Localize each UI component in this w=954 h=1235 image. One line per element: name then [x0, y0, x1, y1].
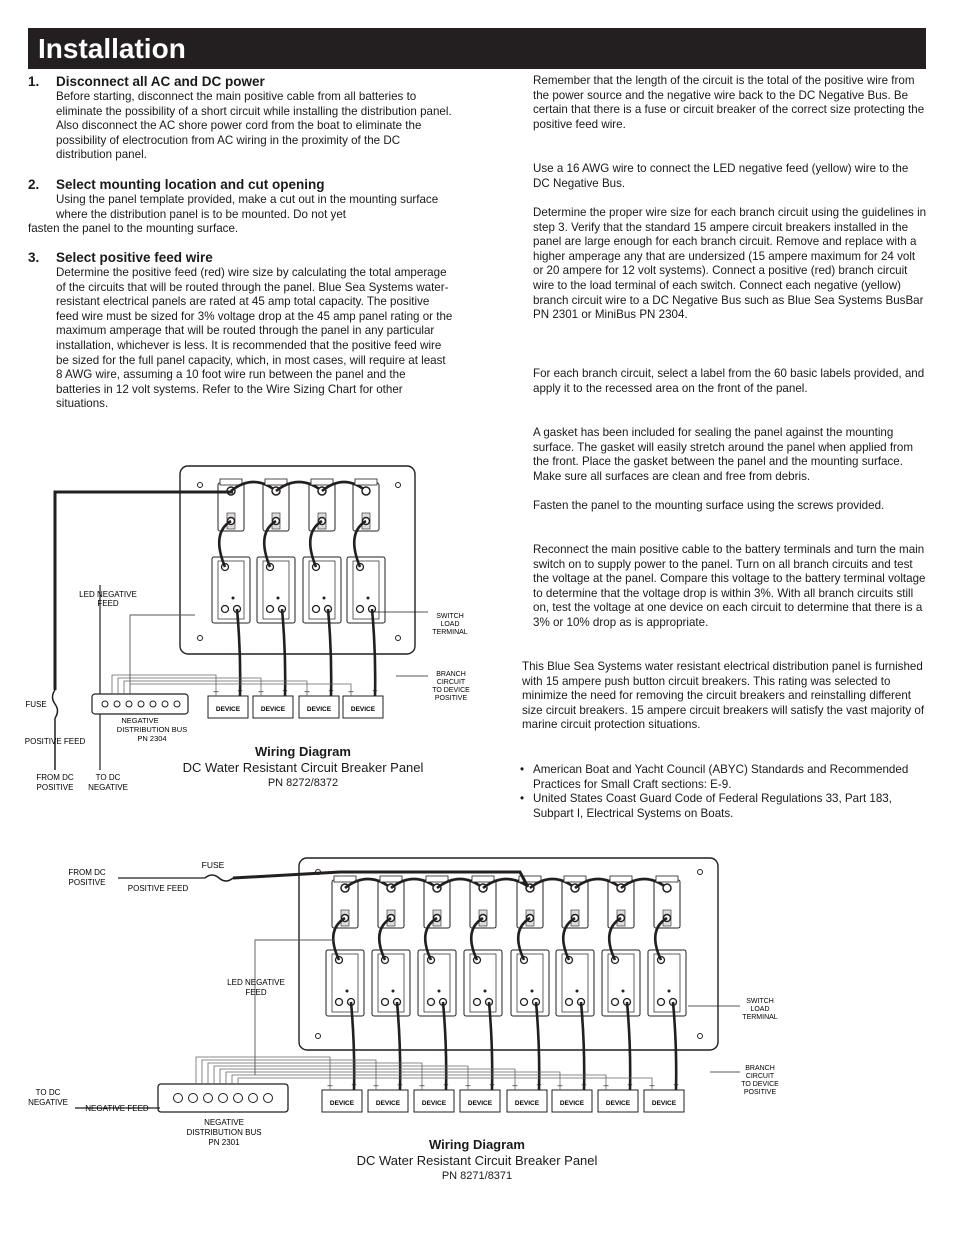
step-1-body: Before starting, disconnect the main positive cable from all batteries to eliminate the possibility of a short circuit while installing the distribution panel. Also disconnect the AC shore power cord from the boat to eliminate the possibility of electrocution from AC wiring in the proximity of the DC distribution panel. — [56, 90, 452, 162]
label-branch-circuit-3: TO DEVICE — [432, 687, 470, 694]
plus-sign: + — [489, 1080, 495, 1090]
list-item-text: United States Coast Guard Code of Federal Regulations 33, Part 183, Subpart I, Electrical Systems on Boats. — [533, 792, 892, 820]
switch-screw — [428, 999, 435, 1006]
step-number: 1. — [28, 74, 40, 89]
step-3-body: Determine the positive feed (red) wire size by calculating the total amperage of the circuits that will be routed through the panel. Blue Sea Systems water-resistant electrical panels are rated at 45 amp total capacity. The positive feed wire must be sized for 3% voltage drop at the 45 amp panel rating or the maximum amperage that will be routed through the panel in any particular installation, whichever is less. It is recommended that the positive feed wire be sized for the full panel capacity, which, in most cases, will require at least 8 AWG wire, assuming a 10 foot wire run between the panel and the batteries in 12 volt systems. Refer to the Wire Sizing Chart for other situations. — [56, 266, 453, 411]
label-led-negative: LED NEGATIVE — [79, 590, 137, 599]
label-led-negative-2: FEED — [245, 988, 267, 997]
device-label: DEVICE — [651, 1100, 677, 1107]
label-fuse: FUSE — [201, 860, 225, 870]
caption-part-number: PN 8271/8371 — [441, 1170, 513, 1182]
switch-screw — [521, 999, 528, 1006]
paragraph-test-voltage: Reconnect the main positive cable to the battery terminals and turn the main switch on to supply power to the panel. Turn on all branch circuits and test the voltage at the panel. Compare this voltage to the battery terminal voltage to determine that the voltage drop is within 3%. With all branch circuits still on, test the voltage at one device on each circuit to determine that there is a 3% or 10% drop as is appropriate. — [533, 543, 926, 629]
label-from-dc-2: POSITIVE — [68, 878, 106, 887]
branch-positive-wire — [536, 1002, 542, 1090]
plus-sign: + — [372, 686, 378, 696]
label-from-dc: FROM DC — [68, 868, 106, 877]
breaker-cap — [426, 876, 448, 882]
breaker-cap — [564, 876, 586, 882]
label-branch-circuit-3: TO DEVICE — [741, 1081, 779, 1088]
label-switch-load-2: LOAD — [440, 621, 460, 628]
paragraph-breaker-rating: This Blue Sea Systems water resistant electrical distribution panel is furnished with 15 ampere push button circuit breakers. This rating was selected to minimize the need for removing the circuit breakers and reinstalling different size circuit breakers. 15 ampere circuit breakers will satisfy the vast majority of marine circuit protection situations. — [522, 660, 925, 732]
paragraph-circuit-length: Remember that the length of the circuit is the total of the positive wire from the power source and the negative wire back to the DC Negative Bus. Be certain that there is a fuse or circuit breaker of the correct size protecting the positive feed wire. — [533, 74, 925, 131]
device-label: DEVICE — [375, 1100, 401, 1107]
bus-terminal — [249, 1094, 258, 1103]
switch-dot — [346, 990, 349, 993]
label-switch-load: SWITCH — [746, 998, 774, 1005]
bullet: • — [520, 792, 525, 806]
breaker-cap — [610, 876, 632, 882]
step-number: 2. — [28, 177, 40, 192]
panel-breakers — [316, 870, 703, 1039]
label-to-dc: TO DC — [35, 1088, 61, 1097]
minus-sign: – — [512, 1080, 518, 1090]
mounting-hole — [698, 870, 703, 875]
device-label: DEVICE — [350, 706, 376, 713]
plus-sign: + — [328, 686, 334, 696]
step-title: Disconnect all AC and DC power — [56, 74, 265, 89]
device-label: DEVICE — [215, 706, 241, 713]
device-label: DEVICE — [421, 1100, 447, 1107]
minus-sign: – — [327, 1080, 333, 1090]
label-branch-circuit-2: CIRCUIT — [436, 679, 466, 686]
label-fuse: FUSE — [25, 700, 47, 709]
label-branch-circuit-4: POSITIVE — [434, 695, 468, 702]
page-title: Installation — [38, 33, 186, 64]
label-negative-bus-3: PN 2304 — [137, 734, 167, 743]
label-from-dc: FROM DC — [36, 773, 74, 782]
paragraph-labels: For each branch circuit, select a label from the 60 basic labels provided, and apply it to the recessed area on the front of the panel. — [533, 367, 925, 395]
branch-positive-wire — [443, 1002, 449, 1090]
switch-dot — [668, 990, 671, 993]
bus-terminal — [219, 1094, 228, 1103]
branch-positive-wire — [397, 1002, 403, 1090]
bus-terminal — [264, 1094, 273, 1103]
caption-subtitle: DC Water Resistant Circuit Breaker Panel — [356, 1153, 598, 1168]
device-label: DEVICE — [514, 1100, 540, 1107]
label-branch-circuit-4: POSITIVE — [743, 1089, 777, 1096]
label-negative-bus-2: DISTRIBUTION BUS — [116, 725, 188, 734]
branch-positive-wire — [673, 1002, 679, 1090]
step-2-body-first: Using the panel template provided, make a cut out in the mounting surface where the distribution panel is to be mounted. Do not yet — [56, 193, 439, 221]
label-branch-circuit-2: CIRCUIT — [745, 1073, 775, 1080]
device-label: DEVICE — [329, 1100, 355, 1107]
plus-sign: + — [673, 1080, 679, 1090]
list-item-text: American Boat and Yacht Council (ABYC) Standards and Recommended Practices for Small Craft sections: E-9. — [533, 763, 909, 791]
minus-sign: – — [348, 686, 354, 696]
bus-terminal — [234, 1094, 243, 1103]
label-switch-load-2: LOAD — [750, 1006, 770, 1013]
bus-terminal — [204, 1094, 213, 1103]
label-negative-feed: NEGATIVE FEED — [85, 1104, 149, 1113]
step-title: Select mounting location and cut opening — [56, 177, 325, 192]
led-negative-wire — [255, 940, 335, 1075]
switch-dot — [531, 990, 534, 993]
diagram-2-caption — [330, 1137, 624, 1183]
minus-sign: – — [304, 686, 310, 696]
branch-positive-wire — [489, 1002, 495, 1090]
plus-sign: + — [443, 1080, 449, 1090]
caption-subtitle: DC Water Resistant Circuit Breaker Panel — [182, 760, 424, 775]
mounting-hole — [316, 1034, 321, 1039]
plus-sign: + — [282, 686, 288, 696]
step-number: 3. — [28, 250, 40, 265]
paragraph-gasket: A gasket has been included for sealing the panel against the mounting surface. The gasket will easily stretch around the panel when applied from the front. Place the gasket between the panel and the mounting surface. Make sure all surfaces are clean and free from debris. — [533, 426, 914, 483]
label-negative-bus-3: PN 2301 — [208, 1138, 240, 1147]
bus-terminal — [174, 1094, 183, 1103]
plus-sign: + — [351, 1080, 357, 1090]
label-switch-load: SWITCH — [436, 613, 464, 620]
paragraph-led-negative: Use a 16 AWG wire to connect the LED negative feed (yellow) wire to the DC Negative Bus. — [533, 162, 909, 190]
switch-dot — [392, 990, 395, 993]
plus-sign: + — [237, 686, 243, 696]
switch-dot — [622, 990, 625, 993]
breaker-cap — [656, 876, 678, 882]
switch-screw — [382, 999, 389, 1006]
minus-sign: – — [419, 1080, 425, 1090]
breaker-cap — [472, 876, 494, 882]
label-switch-load-3: TERMINAL — [742, 1014, 778, 1021]
label-branch-circuit: BRANCH — [745, 1065, 775, 1072]
device-label: DEVICE — [260, 706, 286, 713]
minus-sign: – — [603, 1080, 609, 1090]
label-led-negative: LED NEGATIVE — [227, 978, 285, 987]
branch-positive-wire — [581, 1002, 587, 1090]
label-branch-circuit: BRANCH — [436, 671, 466, 678]
label-to-dc-2: NEGATIVE — [88, 783, 128, 792]
device-label: DEVICE — [559, 1100, 585, 1107]
switch-dot — [576, 990, 579, 993]
minus-sign: – — [373, 1080, 379, 1090]
branch-positive-wire — [351, 1002, 357, 1090]
label-positive-feed: POSITIVE FEED — [24, 737, 86, 746]
label-from-dc-2: POSITIVE — [36, 783, 74, 792]
minus-sign: – — [649, 1080, 655, 1090]
label-negative-bus-2: DISTRIBUTION BUS — [186, 1128, 262, 1137]
fuse-symbol — [205, 875, 233, 881]
bus-terminal — [189, 1094, 198, 1103]
label-to-dc: TO DC — [95, 773, 121, 782]
mounting-hole — [698, 1034, 703, 1039]
switch-dot — [438, 990, 441, 993]
minus-sign: – — [258, 686, 264, 696]
minus-sign: – — [465, 1080, 471, 1090]
device-label: DEVICE — [605, 1100, 631, 1107]
minus-sign: – — [213, 686, 219, 696]
switch-screw — [474, 999, 481, 1006]
caption-title: Wiring Diagram — [429, 1137, 525, 1152]
label-negative-bus: NEGATIVE — [204, 1118, 244, 1127]
label-positive-feed: POSITIVE FEED — [127, 884, 189, 893]
step-2-body-rest: fasten the panel to the mounting surface. — [28, 222, 239, 236]
branch-positive-wire — [627, 1002, 633, 1090]
plus-sign: + — [581, 1080, 587, 1090]
label-switch-load-3: TERMINAL — [432, 629, 468, 636]
plus-sign: + — [627, 1080, 633, 1090]
caption-part-number: PN 8272/8372 — [267, 777, 339, 789]
breaker-cap — [380, 876, 402, 882]
bullet: • — [520, 763, 525, 776]
label-led-negative-2: FEED — [97, 599, 119, 608]
paragraph-branch-wire: Determine the proper wire size for each branch circuit using the guidelines in step 3. Verify that the standard 15 ampere circuit breakers installed in the panel are large enough for each branch circuit. Remove and replace with a higher amperage any that are undersized (15 ampere maximum for 24 volt or 20 ampere for 12 volt systems). Connect a positive (red) branch circuit wire to the load terminal of each switch. Connect each negative (yellow) branch circuit wire to a DC Negative Bus such as Blue Sea Systems BusBar PN 2301 or MiniBus PN 2304. — [533, 206, 927, 322]
minus-sign: – — [557, 1080, 563, 1090]
switch-screw — [612, 999, 619, 1006]
switch-screw — [336, 999, 343, 1006]
breaker-screw — [663, 884, 671, 892]
plus-sign: + — [397, 1080, 403, 1090]
plus-sign: + — [536, 1080, 542, 1090]
label-to-dc-2: NEGATIVE — [28, 1098, 68, 1107]
paragraph-fasten: Fasten the panel to the mounting surface using the screws provided. — [533, 499, 885, 512]
switch-dot — [484, 990, 487, 993]
switch-screw — [658, 999, 665, 1006]
device-label: DEVICE — [467, 1100, 493, 1107]
device-label: DEVICE — [306, 706, 332, 713]
step-title: Select positive feed wire — [56, 250, 213, 265]
breaker-cap — [334, 876, 356, 882]
caption-title: Wiring Diagram — [255, 744, 351, 759]
label-negative-bus: NEGATIVE — [121, 716, 159, 725]
switch-screw — [566, 999, 573, 1006]
